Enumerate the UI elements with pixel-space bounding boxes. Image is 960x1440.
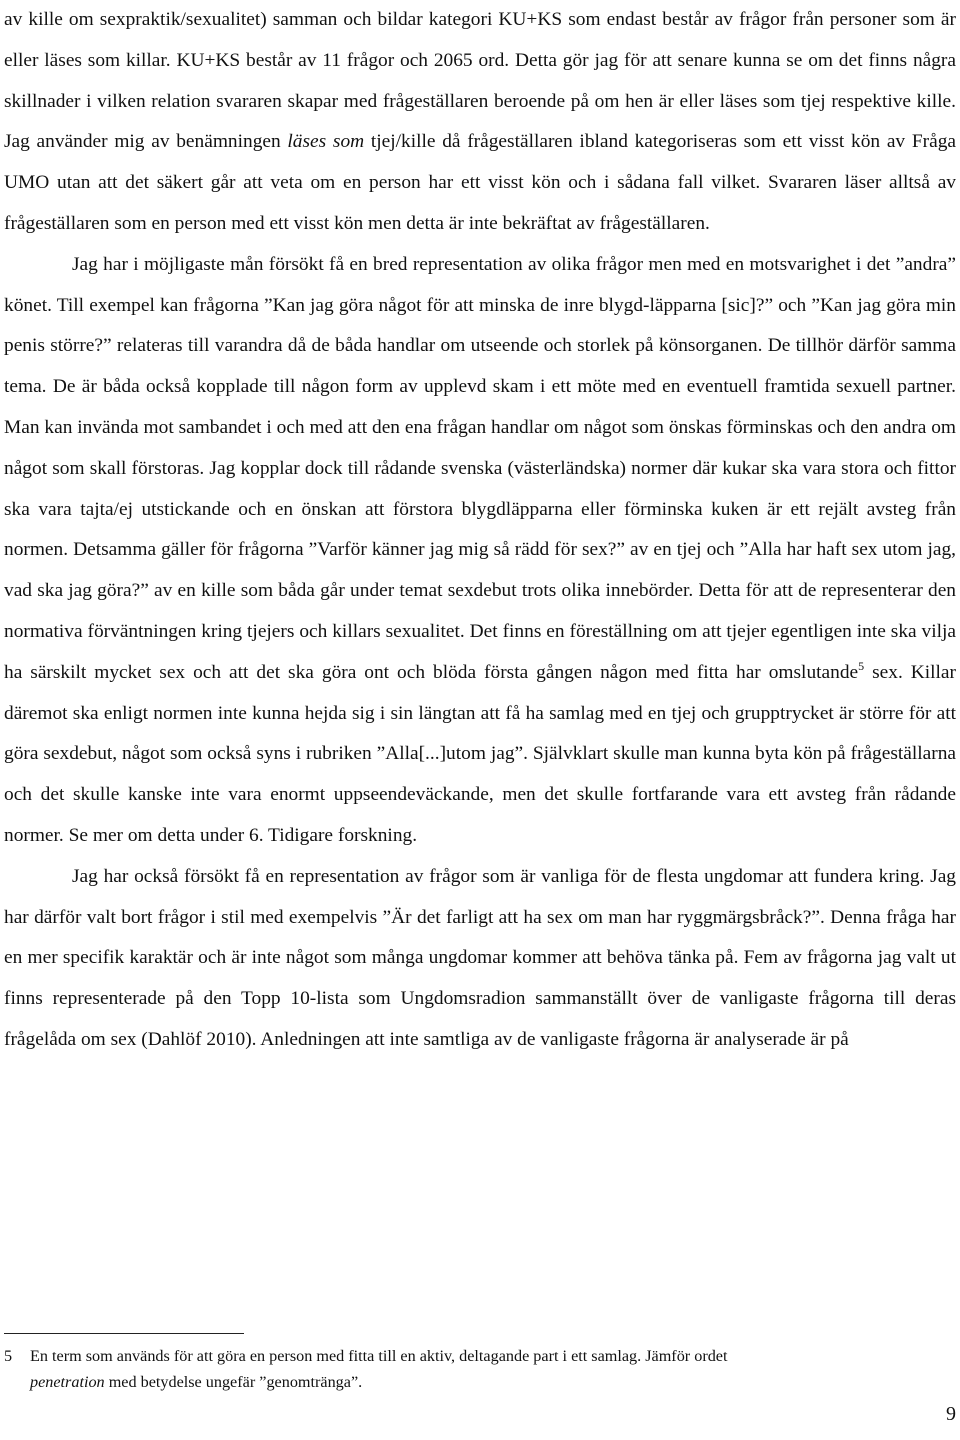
footnote-divider [4, 1333, 244, 1334]
footnote-number: 5 [4, 1347, 13, 1365]
paragraph-2-text: Jag har i möjligaste mån försökt få en bred representation av olika frågor men med en motsvarighet i det ”andra” könet. Till exempel kan frågorna ”Kan jag göra något för att minska de inre blygd-läpparna [sic]?” och ”Kan jag göra min penis större?” relateras till varandra då de båda handlar om utseende och storlek på könsorganen. De tillhör därför samma tema. De är båda också kopplade till någon form av upplevd skam i ett möte med en eventuell framtida sexuell partner. Man kan invända mot sambandet i och med att den ena frågan handlar om något som önskas förminskas och den andra om något som skall förstoras. Jag kopplar dock till rådande svenska (västerländska) normer där kukar ska vara stora och fittor ska vara tajta/ej utstickande och en önskan att förstora blygdläpparna eller förminska kuken är ett rejält avsteg från normen. Detsamma gäller för frågorna ”Varför känner jag mig så rädd för sex?” av en tjej och ”Alla har haft sex utom jag, vad ska jag göra?” av en kille som båda går under temat sexdebut trots olika innebörder. Detta för att de representerar den normativa förväntningen kring tjejers och killars sexualitet. Det finns en föreställning om att tjejer egentligen inte ska vilja ha särskilt mycket sex och att det ska göra ont och blöda första gången någon med fitta har omslutande [4, 253, 956, 683]
paragraph-1-line-3: för att senare kunna se om det finns några skillnader i vilken relation svararen skapar med [4, 49, 956, 112]
paragraph-3-text: Jag har också försökt få en representation av frågor som är vanliga för de flesta ungdomar att fundera kring. Jag har därför valt bort frågor i stil med exempelvis ”Är det farligt att ha sex om man har ryggmärgsbråck?”. Denna fråga har en mer specifik karaktär och är inte något som många ungdomar kommer att behöva tänka på. Fem av frågorna jag valt ut finns representerade på den Topp 10-lista som Ungdomsradion sammanställt över de vanligaste frågorna till deras frågelåda om sex (Dahlöf 2010). Anledningen att inte samtliga av de vanligaste frågorna är analyserade är på [4, 865, 956, 1050]
paragraph-3 [4, 857, 956, 1061]
paragraph-1-text-cont: tjej/kille då frågeställaren ibland kategoriseras som ett visst kön av Fråga UMO utan att det säkert går att veta om en person har ett visst kön och i sådana fall vilket. Svararen läser alltså av frågeställaren som en person med ett visst kön men detta är inte bekräftat av frågeställaren. [4, 131, 956, 234]
paragraph-1-italic-term: läses som [287, 131, 365, 153]
page-number: 9 [946, 1403, 956, 1425]
paragraph-1-line-2: från personer som är eller läses som killar. KU+KS består av 11 frågor och 2065 ord. Detta gör jag [4, 9, 956, 71]
footnote-reference[interactable]: 5 [858, 658, 865, 673]
paragraph-2 [4, 245, 956, 857]
footnote-line-1 [4, 1343, 904, 1369]
footnote-italic-term: penetration [30, 1373, 105, 1391]
footnote-text-cont: med betydelse ungefär ”genomtränga”. [104, 1373, 363, 1391]
paragraph-1-line-1: av kille om sexpraktik/sexualitet) samman och bildar kategori KU+KS som endast består av frågor [4, 9, 787, 30]
footnote-line-2 [4, 1369, 904, 1395]
body-text [4, 0, 956, 1061]
paragraph-1-text: frågeställaren beroende på om hen är eller läses som tjej respektive kille. Jag använder mig av benämningen [4, 90, 956, 153]
paragraph-2-text-cont: sex. Killar däremot ska enligt normen inte kunna hejda sig i sin längtan att få ha samlag med en tjej och grupptrycket är större för att göra sexdebut, något som också syns i rubriken ”Alla[...]utom jag”. Självklart skulle man kunna byta kön på frågeställarna och det skulle kanske inte vara enormt uppseendeväckande, men det skulle fortfarande vara ett avsteg från rådande normer. Se mer om detta under 6. Tidigare forskning. [4, 661, 956, 846]
paragraph-1 [4, 0, 956, 245]
footnote-text: En term som används för att göra en person med fitta till en aktiv, deltagande part i ett samlag. Jämför ordet [30, 1347, 728, 1365]
footnote [4, 1343, 904, 1395]
